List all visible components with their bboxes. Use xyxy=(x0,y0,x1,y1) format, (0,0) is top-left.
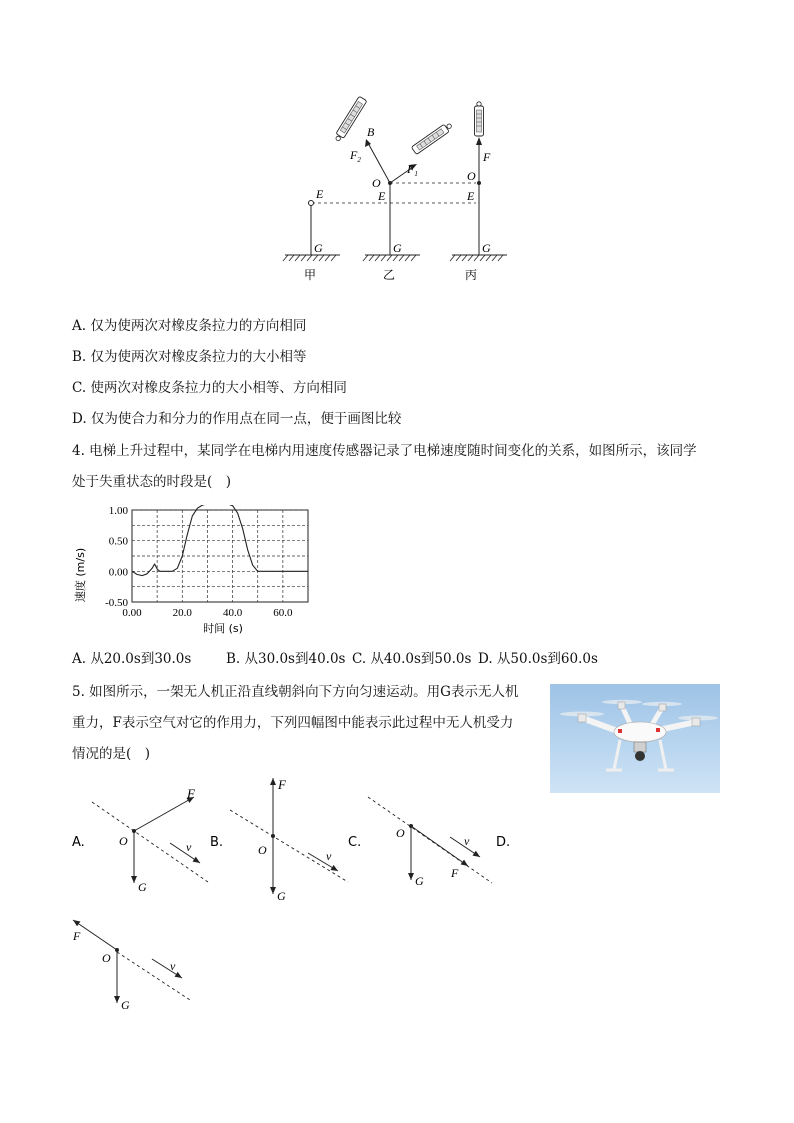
diagram-a xyxy=(92,786,208,894)
diagram-c xyxy=(368,797,492,888)
diagram-a-o: O xyxy=(119,834,128,848)
chart-xlabel: 时间 (s) xyxy=(203,622,243,635)
label-f1: $F_1$ xyxy=(407,162,418,178)
force-diagrams xyxy=(60,770,540,1020)
label-o-bing: O xyxy=(467,169,476,183)
label-g-jia: G xyxy=(314,241,323,255)
label-o-yi: O xyxy=(372,176,381,190)
diagram-d xyxy=(72,920,190,1012)
diagram-b-v: v xyxy=(326,849,332,863)
q3-option-a: A. 仅为使两次对橡皮条拉力的方向相同 xyxy=(72,318,307,334)
q3-option-b: B. 仅为使两次对橡皮条拉力的大小相等 xyxy=(72,349,307,365)
caption-bing: 丙 xyxy=(465,268,478,282)
diagram-b-f: F xyxy=(278,777,286,792)
diagram-c-f: F xyxy=(451,866,459,880)
q4-option-c: C. 从40.0s到50.0s xyxy=(352,651,472,667)
spring-scale-left-icon xyxy=(333,96,367,142)
diagram-c-o: O xyxy=(396,826,405,840)
spring-scale-vertical-icon xyxy=(475,102,484,136)
diagram-a-g: G xyxy=(138,880,147,894)
chart-xtick-label: 40.0 xyxy=(222,607,243,619)
option-b-letter: B. xyxy=(210,835,224,850)
diagram-c-v: v xyxy=(464,834,470,848)
diagram-b xyxy=(230,777,348,903)
chart-xtick-label: 20.0 xyxy=(172,607,192,619)
caption-jia: 甲 xyxy=(304,268,317,282)
diagram-a-v: v xyxy=(186,840,192,854)
ground-jia xyxy=(283,201,340,262)
q4-option-a: A. 从20.0s到30.0s xyxy=(72,651,192,667)
label-b: B xyxy=(367,125,375,139)
q5-stem-line2: 重力，F表示空气对它的作用力，下列四幅图中能表示此过程中无人机受力 xyxy=(72,715,514,731)
diagram-b-g: G xyxy=(277,889,286,903)
q4-option-b: B. 从30.0s到40.0s xyxy=(226,651,346,667)
spring-scale-figure xyxy=(280,95,520,290)
chart-xtick-label: 60.0 xyxy=(273,607,293,619)
chart-xtick-label: 0.00 xyxy=(122,607,142,619)
label-f-bing: F xyxy=(483,150,491,164)
drone-photo xyxy=(550,684,720,793)
option-d-letter: D. xyxy=(496,835,511,850)
chart-ylabel: 速度 (m/s) xyxy=(74,547,87,603)
chart-ytick-label: -0.50 xyxy=(105,597,128,609)
diagram-d-f: F xyxy=(73,929,81,943)
diagram-d-o: O xyxy=(102,951,111,965)
label-e-bing: E xyxy=(467,189,475,203)
spring-scale-right-icon xyxy=(411,121,453,154)
option-c-letter: C. xyxy=(348,835,362,850)
velocity-time-chart xyxy=(70,505,315,640)
chart-ytick-label: 0.00 xyxy=(108,566,128,579)
diagram-d-g: G xyxy=(121,998,130,1012)
diagram-c-g: G xyxy=(415,874,424,888)
q5-stem-line1: 5. 如图所示，一架无人机正沿直线朝斜向下方向匀速运动。用G表示无人机 xyxy=(72,684,519,700)
ground-yi xyxy=(333,96,453,261)
chart-ytick-label: 1.00 xyxy=(108,505,128,517)
q5-stem-line3: 情况的是( ) xyxy=(72,746,151,762)
q3-option-c: C. 使两次对橡皮条拉力的大小相等、方向相同 xyxy=(72,380,347,396)
ground-bing xyxy=(450,102,507,261)
label-e-jia: E xyxy=(316,187,324,201)
diagram-d-v: v xyxy=(170,959,176,973)
diagram-a-f: F xyxy=(187,786,195,801)
q4-stem-line1: 4. 电梯上升过程中，某同学在电梯内用速度传感器记录了电梯速度随时间变化的关系，如图所示，该同学 xyxy=(72,443,697,459)
caption-yi: 乙 xyxy=(383,268,396,282)
q4-option-d: D. 从50.0s到60.0s xyxy=(478,651,598,667)
diagram-b-o: O xyxy=(258,843,267,857)
chart-ytick-label: 0.50 xyxy=(108,535,128,548)
q4-stem-line2: 处于失重状态的时段是( ) xyxy=(72,474,232,490)
label-g-yi: G xyxy=(393,241,402,255)
drone-icon xyxy=(550,684,720,793)
option-a-letter: A. xyxy=(72,835,85,850)
label-g-bing: G xyxy=(482,241,491,255)
label-e-yi: E xyxy=(378,189,386,203)
label-f2: $F_2$ xyxy=(350,148,361,164)
chart-series-line xyxy=(132,505,308,576)
q3-option-d: D. 仅为使合力和分力的作用点在同一点，便于画图比较 xyxy=(72,411,402,427)
